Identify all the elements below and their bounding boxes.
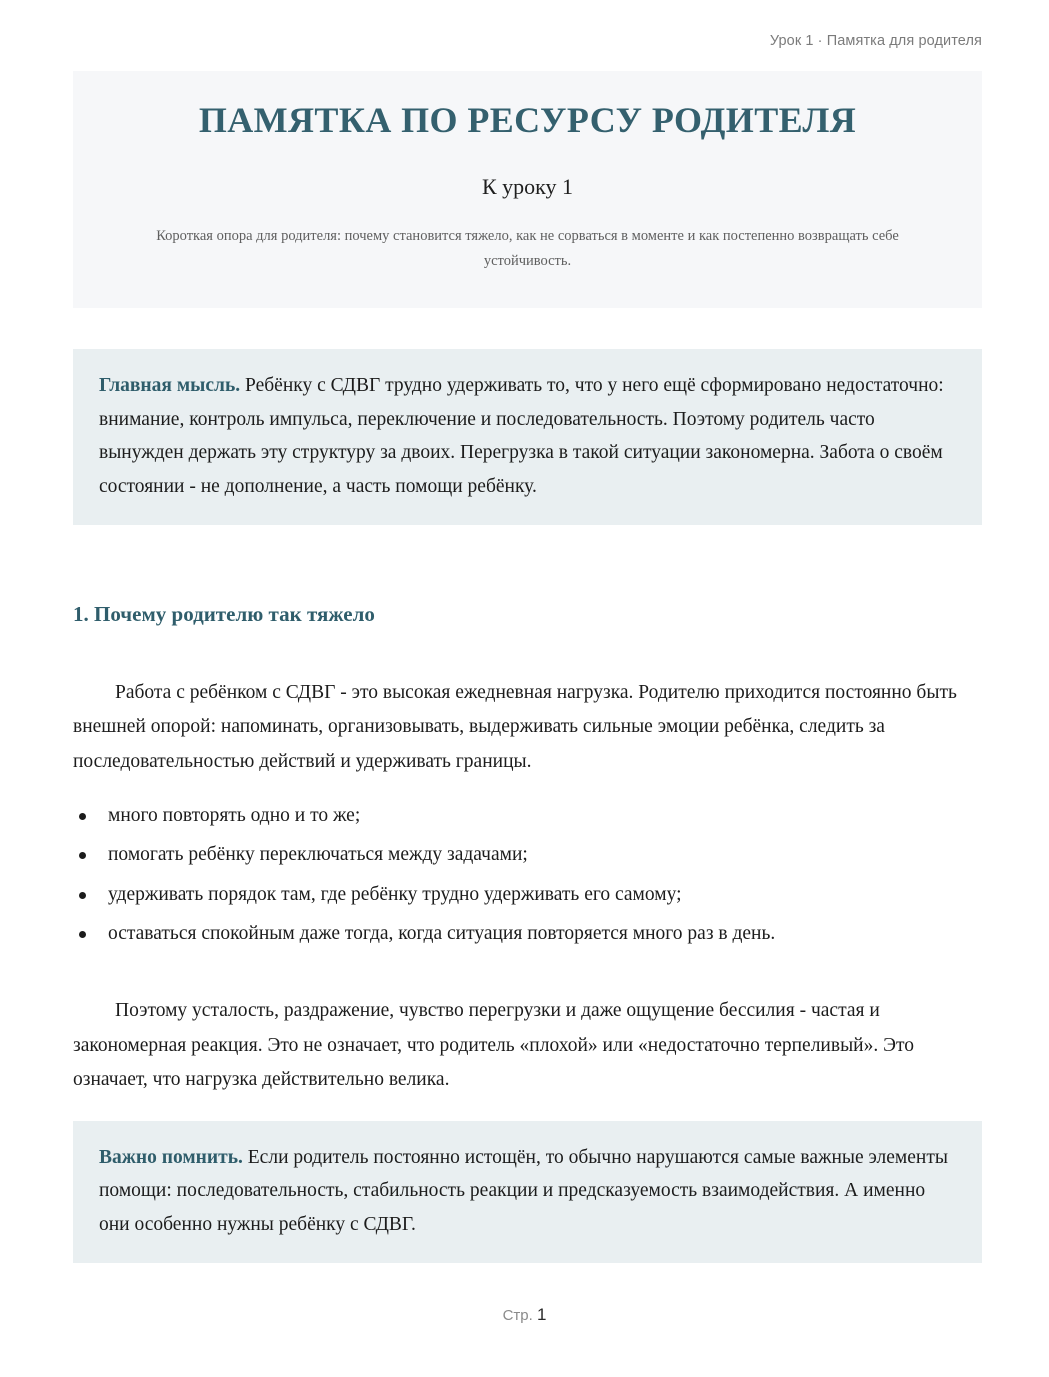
list-item-label: много повторять одно и то же; (108, 805, 361, 827)
page-description: Короткая опора для родителя: почему становится тяжело, как не сорваться в моменте и как постепенно возвращать себе устойчивость. (156, 227, 899, 269)
list-item-label: оставаться спокойным даже тогда, когда ситуация повторяется много раз в день. (108, 922, 776, 944)
section-1-bullet-list (73, 801, 982, 949)
list-item (73, 840, 982, 870)
bullet-dot-icon (79, 813, 86, 820)
list-item (73, 801, 982, 831)
document-content (73, 71, 982, 1263)
page-footer (0, 1305, 1049, 1325)
bullet-dot-icon (79, 892, 86, 899)
callout-important-body: Если родитель постоянно истощён, то обычно нарушаются самые важные элементы помощи: последовательность, стабильность реакции и предсказуемость взаимодействия. А именно они особенно нужны ребёнку с СДВГ. (99, 1146, 948, 1235)
bullet-dot-icon (79, 931, 86, 938)
list-item-label: помогать ребёнку переключаться между задачами; (108, 844, 528, 866)
callout-main-idea (73, 349, 982, 525)
list-item-label: удерживать порядок там, где ребёнку трудно удерживать его самому; (108, 883, 682, 905)
callout-important-lead: Важно помнить. (99, 1146, 243, 1168)
running-header: Урок 1 · Памятка для родителя (769, 33, 982, 49)
page-subtitle: К уроку 1 (481, 173, 574, 199)
section-1 (73, 601, 982, 1097)
bullet-dot-icon (79, 852, 86, 859)
callout-main-idea-lead: Главная мысль. (99, 375, 241, 397)
footer-label: Стр. (502, 1307, 533, 1324)
title-block (73, 71, 982, 308)
footer-page-number: 1 (536, 1305, 547, 1324)
page-title: ПАМЯТКА ПО РЕСУРСУ РОДИТЕЛЯ (198, 100, 857, 140)
list-item (73, 919, 982, 949)
callout-main-idea-body: Ребёнку с СДВГ трудно удерживать то, что у него ещё сформировано недостаточно: внимание, контроль импульса, переключение и последовательность. Поэтому родитель часто вынужден держать эту структуру за двоих. Перегрузка в такой ситуации закономерна. Забота о своём состоянии - не дополнение, а часть помощи ребёнку. (99, 375, 944, 497)
callout-important (73, 1121, 982, 1264)
section-1-paragraph-1: Работа с ребёнком с СДВГ - это высокая ежедневная нагрузка. Родителю приходится постоянно быть внешней опорой: напоминать, организовывать, выдерживать сильные эмоции ребёнка, следить за последовательностью действий и удерживать границы. (73, 681, 957, 772)
section-1-paragraph-2: Поэтому усталость, раздражение, чувство перегрузки и даже ощущение бессилия - частая и закономерная реакция. Это не означает, что родитель «плохой» или «недостаточно терпеливый». Это означает, что нагрузка действительно велика. (73, 1000, 915, 1091)
list-item (73, 880, 982, 910)
section-1-heading: 1. Почему родителю так тяжело (73, 602, 375, 627)
